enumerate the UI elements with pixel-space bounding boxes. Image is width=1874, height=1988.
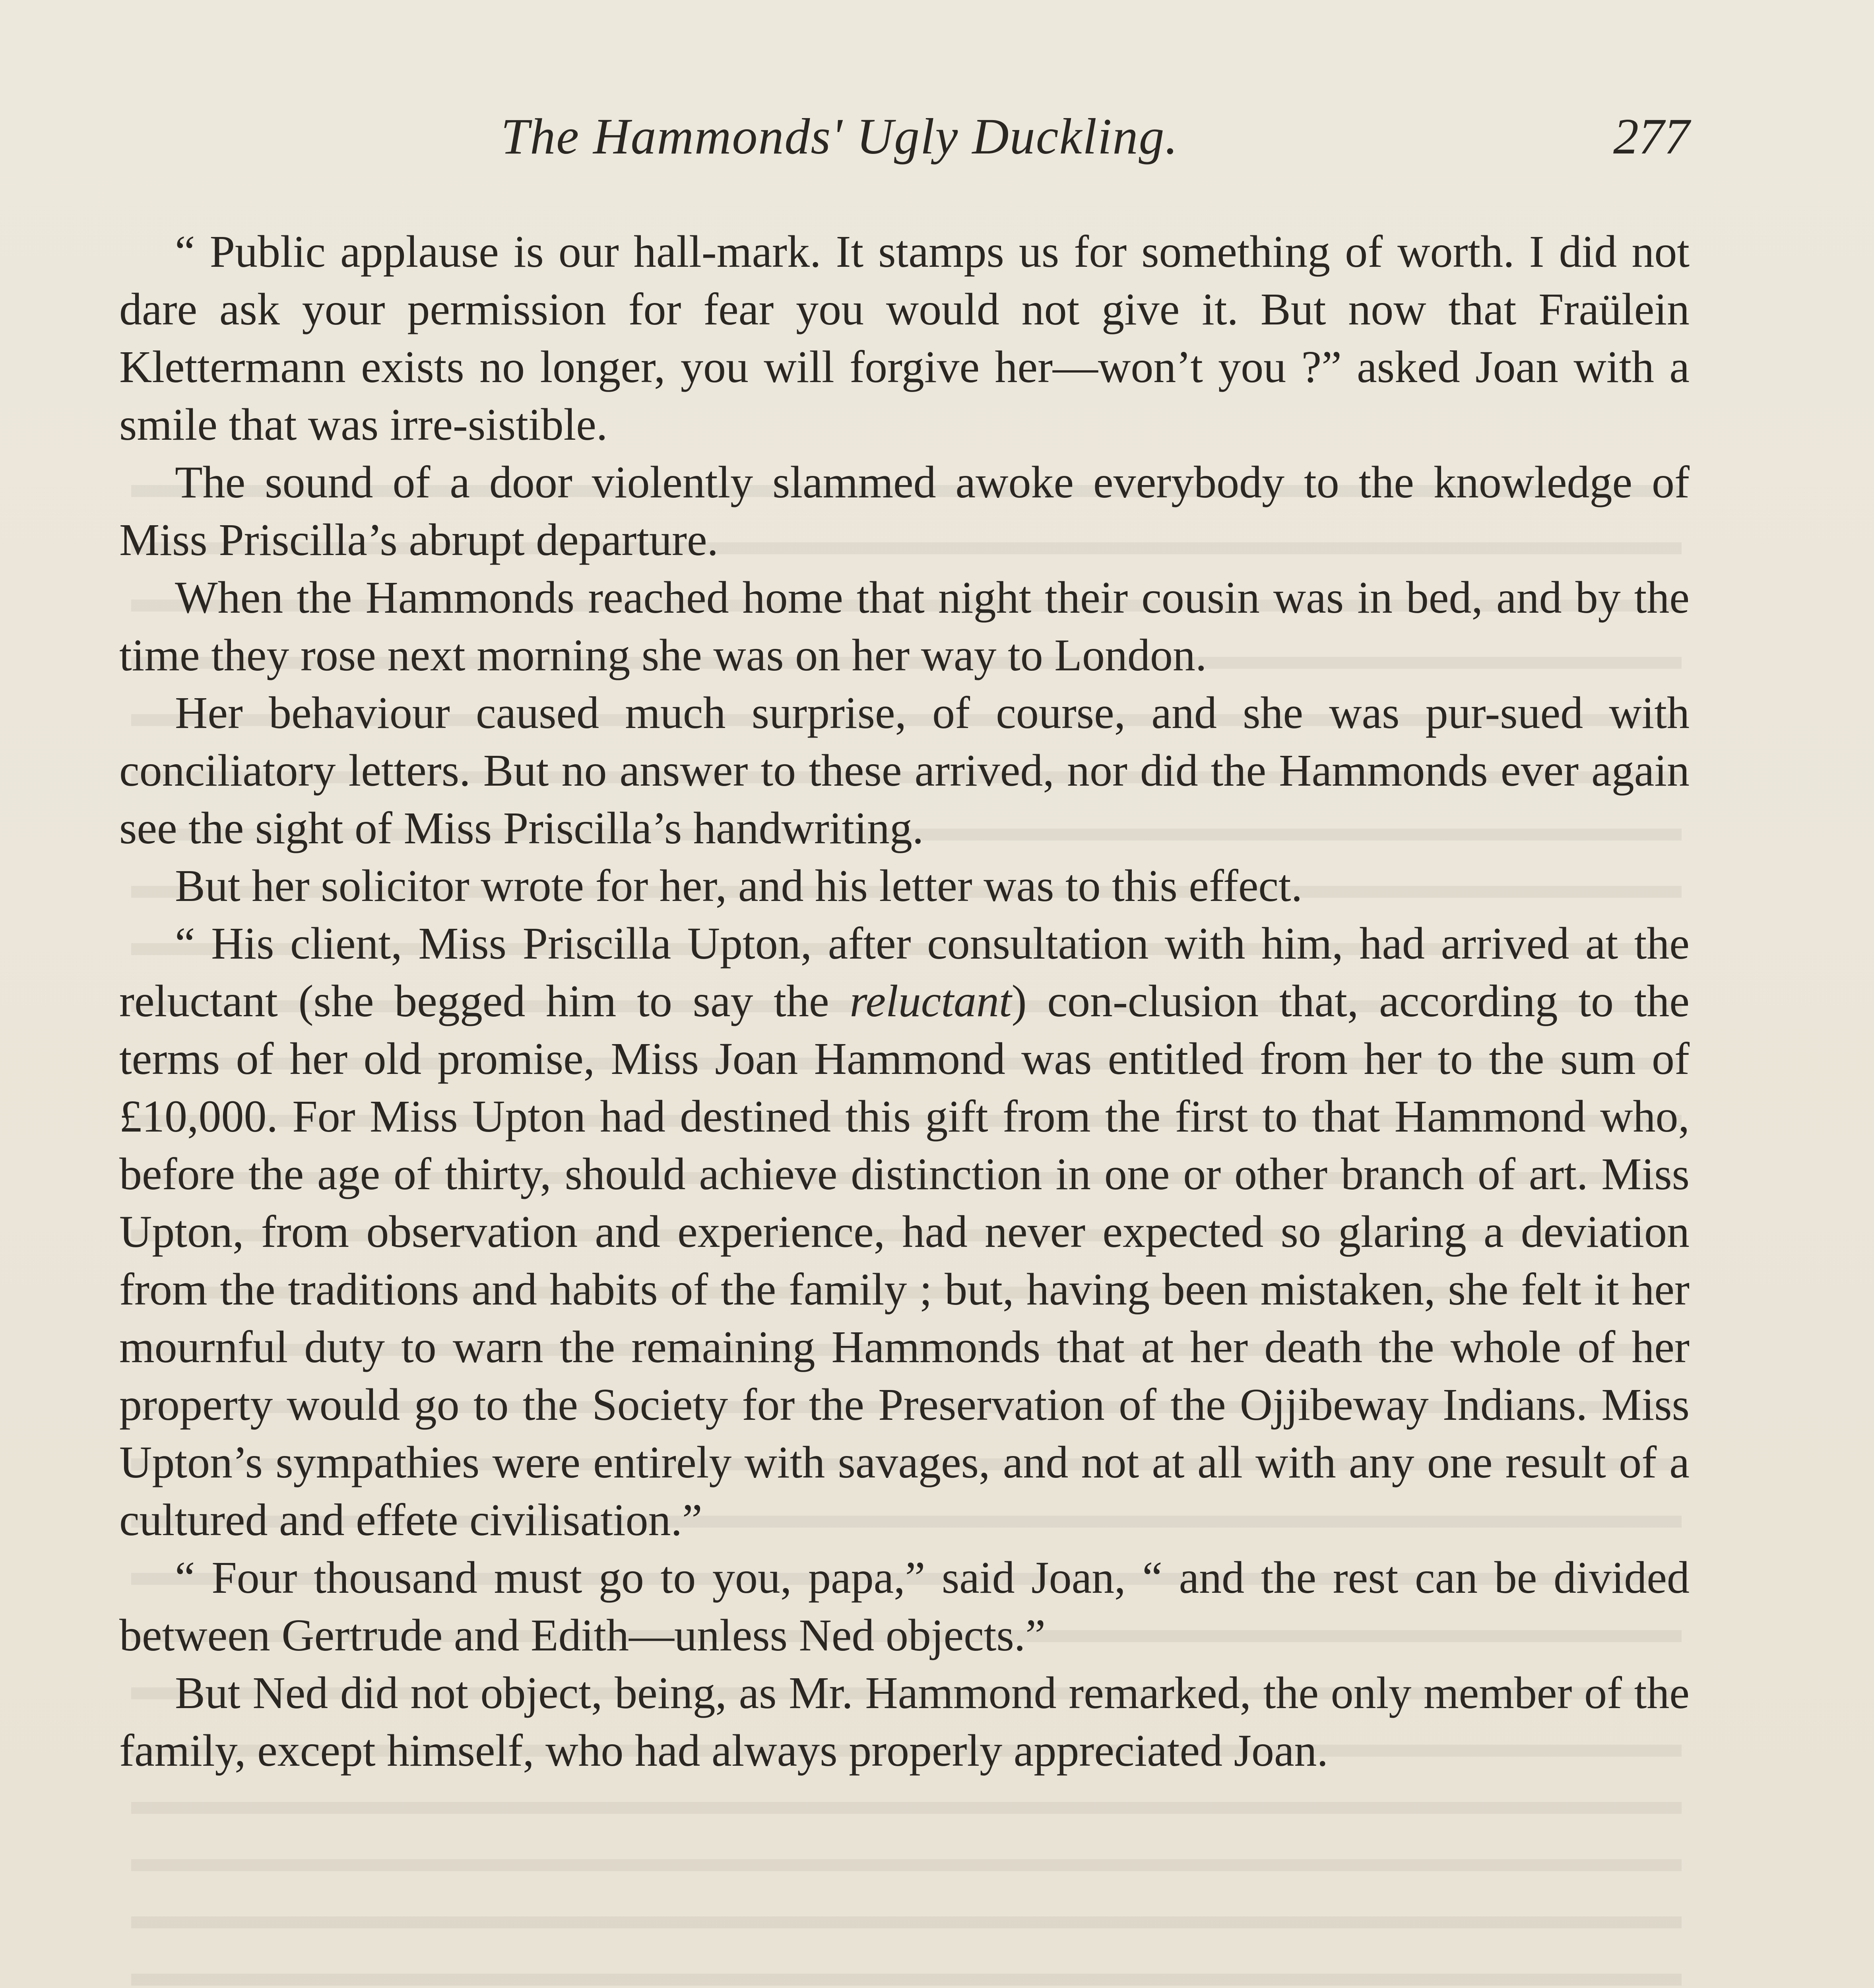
- paragraph: When the Hammonds reached home that night their cousin was in bed, and by the time they rose next morning she was on her way to London.: [119, 572, 1690, 680]
- letter-text-before: “ His client, Miss Priscilla Upton, after consultation with him, had arrived at the reluctant (she begged him to say the: [119, 918, 1690, 1026]
- page-number: 277: [1613, 108, 1690, 165]
- paragraph: “ Four thousand must go to you, papa,” said Joan, “ and the rest can be divided between Gertrude and Edith—unless Ned objects.”: [119, 1552, 1690, 1660]
- paragraph: But Ned did not object, being, as Mr. Hammond remarked, the only member of the family, except himself, who had always properly appreciated Joan.: [119, 1668, 1690, 1776]
- solicitor-letter-paragraph: [119, 914, 1690, 1549]
- letter-text-after: ) con-clusion that, according to the terms of her old promise, Miss Joan Hammond was entitled from her to the sum of £10,000. For Miss Upton had destined this gift from the first to that Hammond who, before the age of thirty, should achieve distinction in one or other branch of art. Miss Upton, from observation and experience, had never expected so glaring a deviation from the traditions and habits of the family ; but, having been mistaken, she felt it her mournful duty to warn the remaining Hammonds that at her death the whole of her property would go to the Society for the Preservation of the Ojjibeway Indians. Miss Upton’s sympathies were entirely with savages, and not at all with any one result of a cultured and effete civilisation.”: [119, 976, 1690, 1545]
- paragraph: Her behaviour caused much surprise, of course, and she was pur-sued with conciliatory letters. But no answer to these arrived, nor did the Hammonds ever again see the sight of Miss Priscilla’s handwriting.: [119, 687, 1690, 853]
- body-text: [119, 223, 1690, 1779]
- paragraph: But her solicitor wrote for her, and his letter was to this effect.: [175, 860, 1303, 911]
- paragraph: The sound of a door violently slammed awoke everybody to the knowledge of Miss Priscilla’s abrupt departure.: [119, 457, 1690, 565]
- running-title: The Hammonds' Ugly Duckling.: [501, 108, 1179, 165]
- emphasized-word: reluctant: [850, 976, 1012, 1026]
- paragraph: “ Public applause is our hall-mark. It stamps us for something of worth. I did not dare ask your permission for fear you would not give it. But now that Fraülein Klettermann exists no longer, you will forgive her—won’t you ?” asked Joan with a smile that was irre-sistible.: [119, 226, 1690, 450]
- page-header: [119, 107, 1690, 187]
